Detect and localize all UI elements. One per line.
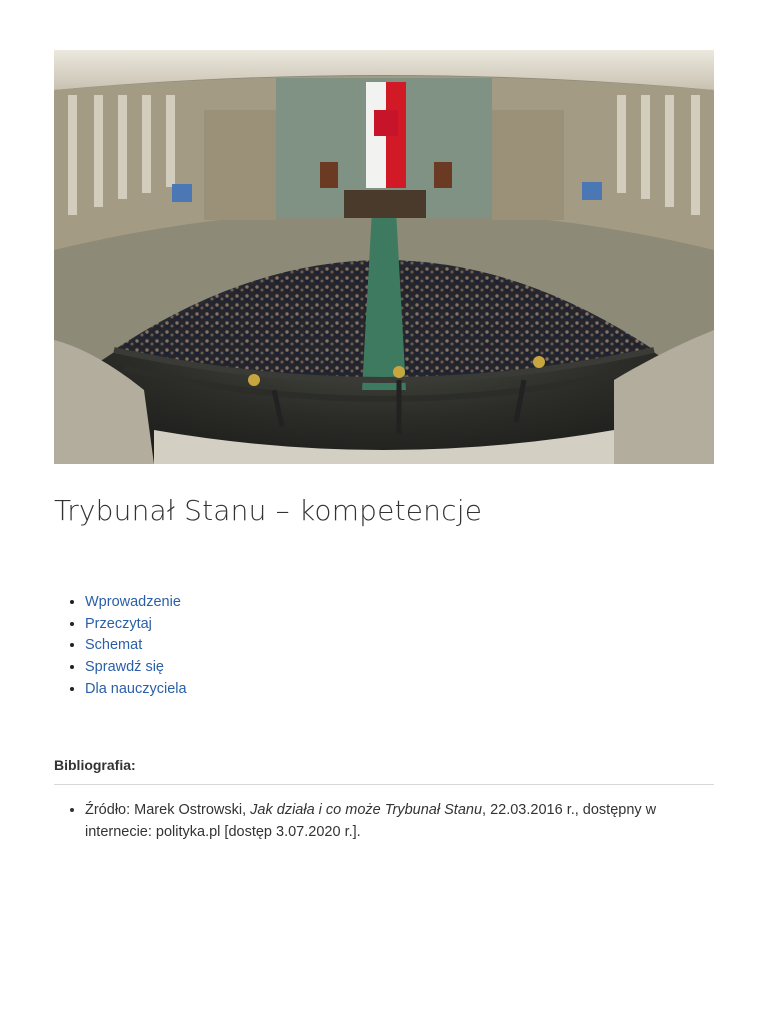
nav-link-wprowadzenie[interactable]: Wprowadzenie xyxy=(85,594,181,610)
list-item xyxy=(85,592,187,614)
entry-prefix: Źródło: Marek Ostrowski, xyxy=(85,802,251,818)
divider xyxy=(54,784,714,785)
bibliography-heading: Bibliografia: xyxy=(54,757,136,773)
section-navigation xyxy=(54,592,187,701)
sejm-chamber-photo xyxy=(54,50,714,464)
nav-link-schemat[interactable]: Schemat xyxy=(85,637,143,654)
bibliography-list xyxy=(54,799,715,843)
nav-link-przeczytaj[interactable]: Przeczytaj xyxy=(85,615,152,632)
bibliography-entry xyxy=(85,799,715,843)
nav-link-dla-nauczyciela[interactable]: Dla nauczyciela xyxy=(85,680,187,697)
list-item xyxy=(85,679,187,701)
entry-suffix: , 22.03.2016 r., dostępny w internecie: polityka.pl [dostęp 3.07.2020 r.]. xyxy=(85,802,657,840)
entry-work-title: Jak działa i co może Trybunał Stanu xyxy=(250,802,483,818)
hero-image xyxy=(54,50,714,464)
list-item xyxy=(85,657,187,679)
nav-link-sprawdz-sie[interactable]: Sprawdź się xyxy=(85,659,164,676)
list-item xyxy=(85,635,187,657)
page-title: Trybunał Stanu – kompetencje xyxy=(54,494,483,527)
list-item xyxy=(85,614,187,636)
